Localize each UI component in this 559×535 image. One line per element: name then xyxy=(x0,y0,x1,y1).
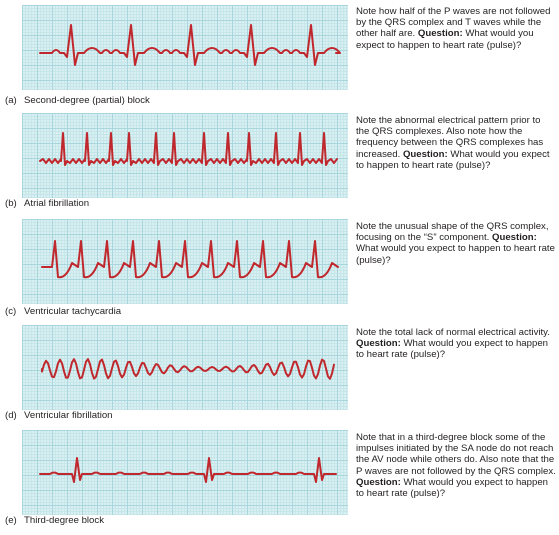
caption-text-a: Second-degree (partial) block xyxy=(24,95,150,106)
question-label-a: Question: xyxy=(417,28,463,40)
note-b xyxy=(356,115,556,171)
caption-text-d: Ventricular fibrillation xyxy=(24,410,113,421)
caption-text-e: Third-degree block xyxy=(24,515,104,526)
caption-text-b: Atrial fibrillation xyxy=(24,198,90,209)
note-e xyxy=(356,432,556,499)
question-label-b: Question: xyxy=(402,148,448,160)
note-c xyxy=(356,221,556,266)
caption-a xyxy=(5,95,150,106)
caption-b xyxy=(5,198,89,209)
question-label-c: Question: xyxy=(492,232,537,244)
panel-letter-d: (d) xyxy=(5,410,17,421)
question-label-d: Question: xyxy=(356,338,401,350)
ecg-trace-b xyxy=(22,113,348,198)
ecg-trace-e xyxy=(22,430,348,515)
panel-letter-b: (b) xyxy=(5,198,17,209)
ecg-strip-atrial-fibrillation xyxy=(22,113,348,198)
caption-text-c: Ventricular tachycardia xyxy=(24,306,122,317)
note-text-a: Note how half of the P waves are not followed by the QRS complex and T waves while the other half are. xyxy=(356,6,551,40)
panel-letter-c: (c) xyxy=(5,306,17,317)
question-text-b: What would you expect to happen to heart rate (pulse)? xyxy=(356,148,550,171)
note-text-e: Note that in a third-degree block some of the impulses initiated by the SA node do not reach the AV node while others do. Also note that the P waves are not followed by the QRS complex. xyxy=(356,432,556,477)
ecg-trace-c xyxy=(22,219,348,304)
caption-e xyxy=(5,515,104,526)
question-label-e: Question: xyxy=(356,476,401,488)
question-text-e: What would you expect to happen to heart rate (pulse)? xyxy=(356,476,548,500)
ecg-strip-ventricular-tachycardia xyxy=(22,219,348,304)
panel-letter-e: (e) xyxy=(5,515,17,526)
note-text-c: Note the unusual shape of the QRS complex, focusing on the “S” component. xyxy=(356,221,549,244)
panel-letter-a: (a) xyxy=(5,95,17,106)
note-text-d: Note the total lack of normal electrical activity. xyxy=(356,327,550,338)
ecg-strip-third-degree-block xyxy=(22,430,348,515)
ecg-trace-d xyxy=(22,325,348,410)
caption-c xyxy=(5,306,121,317)
ecg-strip-ventricular-fibrillation xyxy=(22,325,348,410)
ecg-strip-second-degree-block xyxy=(22,5,348,90)
ecg-trace-a xyxy=(22,5,348,90)
note-text-b: Note the abnormal electrical pattern prior to the QRS complexes. Also note how the frequency between the QRS complexes has increased. xyxy=(356,115,544,160)
note-d xyxy=(356,327,556,361)
question-text-a: What would you expect to happen to heart rate (pulse)? xyxy=(356,28,534,51)
question-text-d: What would you expect to happen to heart rate (pulse)? xyxy=(356,338,548,361)
note-a xyxy=(356,6,556,51)
caption-d xyxy=(5,410,113,421)
question-text-c: What would you expect to happen to heart rate (pulse)? xyxy=(356,243,555,266)
